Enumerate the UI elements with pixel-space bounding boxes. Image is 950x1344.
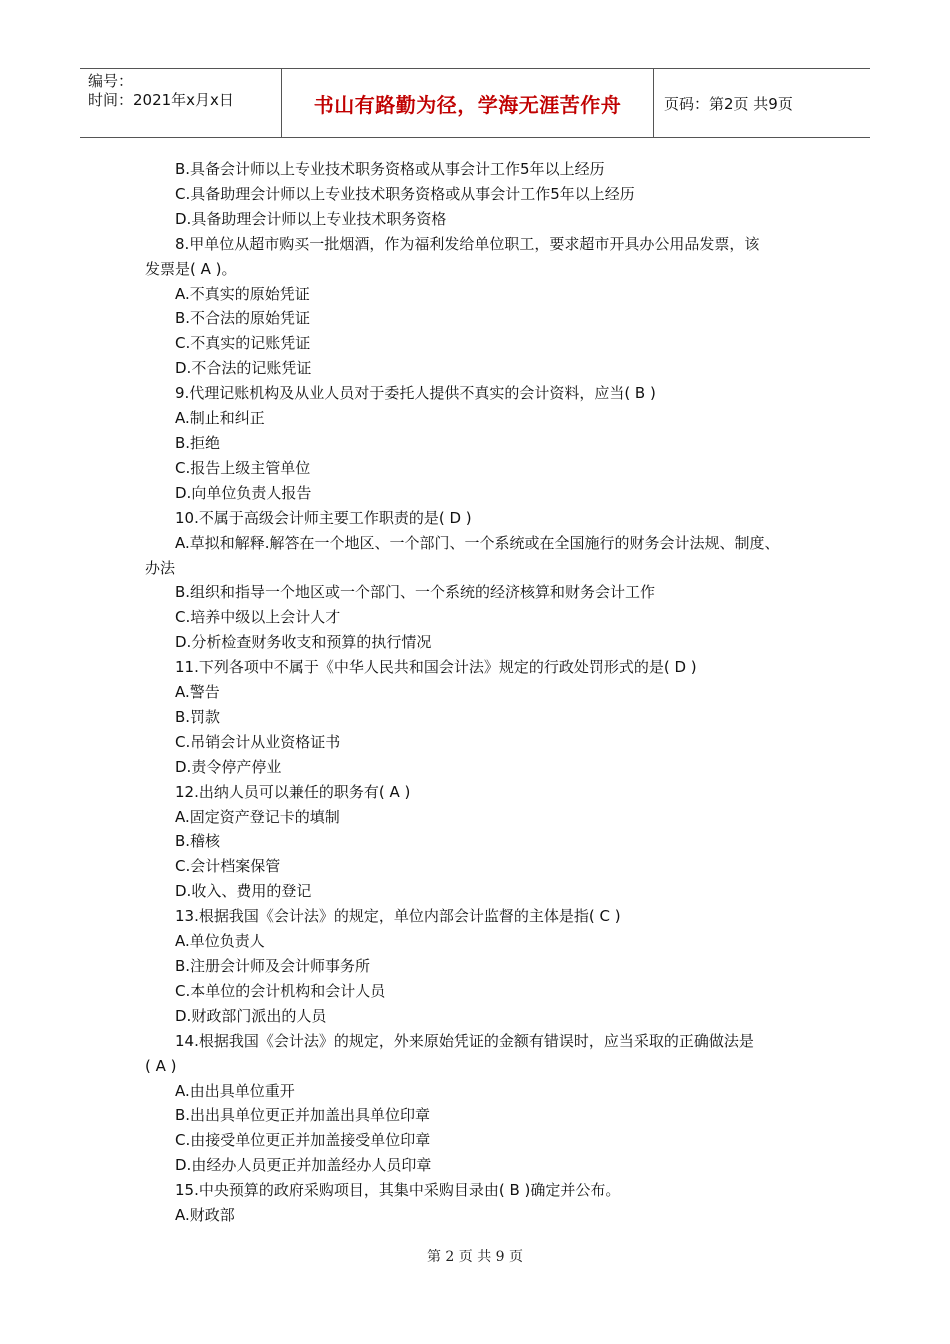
text-line: B.组织和指导一个地区或一个部门、一个系统的经济核算和财务会计工作 [175,583,656,602]
text-line: C.报告上级主管单位 [175,458,311,477]
text-line: C.培养中级以上会计人才 [175,608,341,627]
text-line: 8.甲单位从超市购买一批烟酒，作为福利发给单位职工，要求超市开具办公用品发票，该 [175,234,760,253]
text-line: D.财政部门派出的人员 [175,1006,327,1025]
text-line: D.向单位负责人报告 [175,483,312,502]
text-line: B.具备会计师以上专业技术职务资格或从事会计工作5年以上经历 [175,160,605,178]
text-line: D.分析检查财务收支和预算的执行情况 [175,633,432,652]
text-line: 办法 [145,558,176,577]
text-line: ( A ) [145,1056,177,1075]
document-body [145,157,825,1228]
text-line: B.不合法的原始凭证 [175,309,311,328]
text-line: A.不真实的原始凭证 [175,284,310,303]
text-line: A.财政部 [175,1206,235,1225]
text-line: 10.不属于高级会计师主要工作职责的是( D ) [175,508,472,527]
text-line: 13.根据我国《会计法》的规定，单位内部会计监督的主体是指( C ) [175,907,621,926]
text-line: B.出出具单位更正并加盖出具单位印章 [175,1106,431,1125]
text-line: 12.出纳人员可以兼任的职务有( A ) [175,782,411,801]
text-line: A.草拟和解释.解答在一个地区、一个部门、一个系统或在全国施行的财务会计法规、制度、 [175,533,780,552]
header-info-cell [80,69,282,137]
text-line: B.注册会计师及会计师事务所 [175,957,371,975]
text-line: C.不真实的记账凭证 [175,334,311,353]
text-line: 14.根据我国《会计法》的规定，外来原始凭证的金额有错误时，应当采取的正确做法是 [175,1031,754,1050]
text-line: C.吊销会计从业资格证书 [175,732,341,751]
text-line: A.制止和纠正 [175,409,265,428]
text-line: D.责令停产停业 [175,757,282,776]
text-line: C.由接受单位更正并加盖接受单位印章 [175,1131,431,1150]
text-line: A.由出具单位重开 [175,1081,295,1100]
text-line: D.收入、费用的登记 [175,882,312,901]
text-line: B.罚款 [175,707,221,726]
text-line: D.具备助理会计师以上专业技术职务资格 [175,209,447,228]
text-line: A.警告 [175,683,220,702]
header-motto: 书山有路勤为径，学海无涯苦作舟 [282,69,654,137]
text-line: 15.中央预算的政府采购项目，其集中采购目录由( B )确定并公布。 [175,1181,621,1200]
text-line: B.稽核 [175,832,221,851]
text-line: D.由经办人员更正并加盖经办人员印章 [175,1156,432,1175]
text-line: A.单位负责人 [175,932,265,951]
text-line: C.本单位的会计机构和会计人员 [175,981,386,1000]
document-time-label: 时间：2021年x月x日 [88,91,234,109]
text-line: 发票是( A )。 [145,259,237,278]
document-number-label: 编号： [88,72,134,90]
text-line: 11.下列各项中不属于《中华人民共和国会计法》规定的行政处罚形式的是( D ) [175,658,697,677]
text-line: A.固定资产登记卡的填制 [175,807,340,826]
text-line: C.具备助理会计师以上专业技术职务资格或从事会计工作5年以上经历 [175,184,635,203]
text-line: 9.代理记账机构及从业人员对于委托人提供不真实的会计资料，应当( B ) [175,384,656,403]
text-line: B.拒绝 [175,433,221,452]
text-line: C.会计档案保管 [175,857,281,876]
text-line: D.不合法的记账凭证 [175,359,312,378]
page-header [80,68,870,138]
page-footer: 第 2 页 共 9 页 [426,1249,524,1265]
header-page-info: 页码：第2页 共9页 [664,94,793,113]
